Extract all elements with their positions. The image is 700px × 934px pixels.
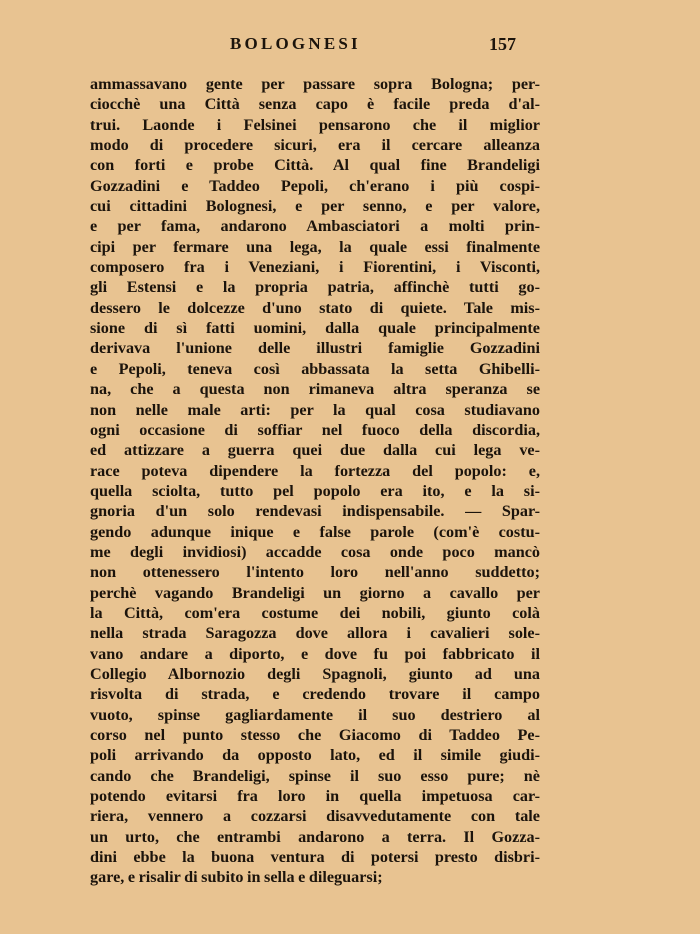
text-line: nella strada Saragozza dove allora i cavalieri sole-: [90, 624, 540, 643]
text-line: derivava l'unione delle illustri famiglie Gozzadini: [90, 339, 540, 358]
text-line: cando che Brandeligi, spinse il suo esso pure; nè: [90, 766, 540, 785]
body-text: [90, 74, 540, 888]
text-line: sione di sì fatti uomini, dalla quale principalmente: [90, 319, 540, 338]
text-line: dini ebbe la buona ventura di potersi presto disbri-: [90, 848, 540, 867]
text-line: gendo adunque inique e false parole (com'è costu-: [90, 522, 540, 541]
text-line: dessero le dolcezze d'uno stato di quiete. Tale mis-: [90, 298, 540, 317]
text-line: con forti e probe Città. Al qual fine Brandeligi: [90, 156, 540, 175]
text-line: cui cittadini Bolognesi, e per senno, e per valore,: [90, 197, 540, 216]
text-line: ciocchè una Città senza capo è facile preda d'al-: [90, 95, 540, 114]
text-line: trui. Laonde i Felsinei pensarono che il miglior: [90, 115, 540, 134]
text-line: e Pepoli, teneva così abbassata la setta Ghibelli-: [90, 359, 540, 378]
text-line: e per fama, andarono Ambasciatori a molti prin-: [90, 217, 540, 236]
text-line: composero fra i Veneziani, i Fiorentini, i Visconti,: [90, 258, 540, 277]
text-line: Collegio Albornozio degli Spagnoli, giunto ad una: [90, 664, 540, 683]
text-line: ed attizzare a guerra quei due dalla cui lega ve-: [90, 441, 540, 460]
text-line: na, che a questa non rimaneva altra speranza se: [90, 380, 540, 399]
page-number: 157: [489, 34, 516, 54]
text-line: ammassavano gente per passare sopra Bologna; per-: [90, 75, 540, 93]
running-title: BOLOGNESI: [230, 34, 361, 53]
running-head: [0, 34, 700, 58]
text-line: risvolta di strada, e credendo trovare il campo: [90, 685, 540, 704]
text-line: la Città, com'era costume dei nobili, giunto colà: [90, 603, 540, 622]
text-line: poli arrivando da opposto lato, ed il simile giudi-: [90, 746, 540, 765]
text-line: me degli invidiosi) accadde cosa onde poco mancò: [90, 542, 540, 561]
text-line: gare, e risalir di subito in sella e dileguarsi;: [90, 868, 383, 887]
text-line: vano andare a diporto, e dove fu poi fabbricato il: [90, 644, 540, 663]
text-line: quella sciolta, tutto pel popolo era ito, e la si-: [90, 481, 540, 500]
text-line: non nelle male arti: per la qual cosa studiavano: [90, 400, 540, 419]
text-line: potendo evitarsi fra loro in quella impetuosa car-: [90, 787, 540, 806]
text-line: non ottenessero l'intento loro nell'anno suddetto;: [90, 563, 540, 582]
text-line: race poteva dipendere la fortezza del popolo: e,: [90, 461, 540, 480]
text-line: ogni occasione di soffiar nel fuoco della discordia,: [90, 420, 540, 439]
text-line: corso nel punto stesso che Giacomo di Taddeo Pe-: [90, 726, 540, 744]
text-line: modo di procedere sicuri, era il cercare alleanza: [90, 136, 540, 155]
text-line: gnoria d'un solo rendevasi indispensabile. — Spar-: [90, 502, 540, 521]
text-line: gli Estensi e la propria patria, affinchè tutti go-: [90, 278, 540, 297]
text-line: riera, vennero a cozzarsi disavvedutamente con tale: [90, 807, 540, 826]
text-line: un urto, che entrambi andarono a terra. Il Gozza-: [90, 827, 540, 846]
text-line: Gozzadini e Taddeo Pepoli, ch'erano i più cospi-: [90, 176, 540, 195]
text-line: cipi per fermare una lega, la quale essi finalmente: [90, 237, 540, 256]
text-line: perchè vagando Brandeligi un giorno a cavallo per: [90, 583, 540, 602]
text-line: vuoto, spinse gagliardamente il suo destriero al: [90, 705, 540, 724]
